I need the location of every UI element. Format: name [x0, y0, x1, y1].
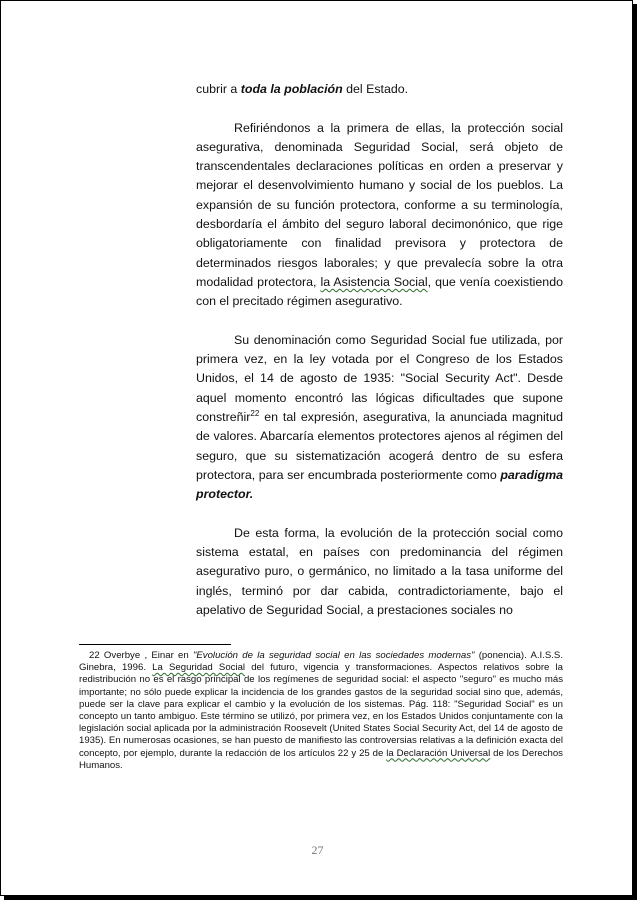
footnote-separator: [79, 644, 231, 645]
footnote-number: 22: [89, 650, 100, 661]
text-run: en tal expresión, asegurativa, la anunciada magnitud de valores. Abarcaría elementos protectores ajenos al régimen del seguro, que su sistematización acogerá dentro de su esfera protectora, para ser encumbrada posteriormente como: [196, 410, 563, 482]
text-run: , que venía coexistiendo con el precitado régimen asegurativo.: [196, 274, 563, 309]
footnote-reference[interactable]: 22: [250, 409, 260, 419]
emphasis-text: toda la población: [240, 82, 343, 96]
text-run: del futuro, vigencia y transformaciones. Aspectos relativos sobre la redistribución no es el rasgo principal de los regímenes de seguridad social: el aspecto "seguro" es mucho más importante; no sólo puede explicar la incidencia de los grandes gastos de la seguridad social sino que, además, puede ser la clave para explicar el cambio y la evolución de los sistemas. Pág. 118: "Seguridad Social" es un concepto un tanto ambiguo. Este término se utilizó, por primera vez, en los Estados Unidos conjuntamente con la legislación social aplicada por la administración Roosevelt (United States Social Security Act, del 14 de agosto de 1935). En numerosas ocasiones, se han puesto de manifiesto las controversias relativas a la definición exacta del concepto, por ejemplo, durante la redacción de los artículos 22 y 25 de: [79, 662, 563, 759]
paragraph-2: [196, 119, 563, 312]
grammar-underlined-text: la Asistencia Social: [320, 274, 428, 289]
cited-title: "Evolución de la seguridad social en las sociedades modernas": [193, 650, 475, 661]
paragraph-1: [196, 80, 563, 99]
body-text: [196, 80, 563, 640]
text-run: cubrir a: [196, 82, 241, 96]
text-run: Overbye , Einar en: [99, 650, 193, 661]
grammar-underlined-text: la Declaración Universal: [386, 747, 491, 759]
paragraph-3: [196, 331, 563, 505]
grammar-underlined-text: La Seguridad Social: [152, 662, 246, 674]
text-run: del Estado.: [342, 82, 409, 96]
text-run: De esta forma, la evolución de la protección social como sistema estatal, en países con predominancia del régimen asegurativo puro, o germánico, no limitado a la tasa uniforme del inglés, terminó por dar cabida, contradictoriamente, bajo el apelativo de Seguridad Social, a prestaciones sociales no: [196, 525, 563, 618]
page-number: 27: [311, 843, 324, 857]
emphasis-text: paradigma protector.: [196, 467, 563, 502]
text-run: Su denominación como Seguridad Social fue utilizada, por primera vez, en la ley votada por el Congreso de los Estados Unidos, el 14 de agosto de 1935: "Social Security Act". Desde aquel momento encontró las lógicas dificultades que supone constreñir: [196, 332, 563, 425]
paragraph-4: [196, 524, 563, 620]
footnote-22: [79, 650, 563, 772]
text-run: de los Derechos Humanos.: [79, 747, 563, 771]
text-run: (ponencia). A.I.S.S. Ginebra, 1996.: [79, 650, 563, 674]
text-run: Refiriéndonos a la primera de ellas, la protección social asegurativa, denominada Seguridad Social, será objeto de transcendentales declaraciones políticas en orden a preservar y mejorar el desenvolvimiento humano y social de los pueblos. La expansión de su función protectora, conforme a su terminología, desbordaría el ámbito del seguro laboral decimonónico, que rige obligatoriamente con finalidad previsora y protectora de determinados riesgos laborales; y que prevalecía sobre la otra modalidad protectora,: [196, 120, 563, 289]
